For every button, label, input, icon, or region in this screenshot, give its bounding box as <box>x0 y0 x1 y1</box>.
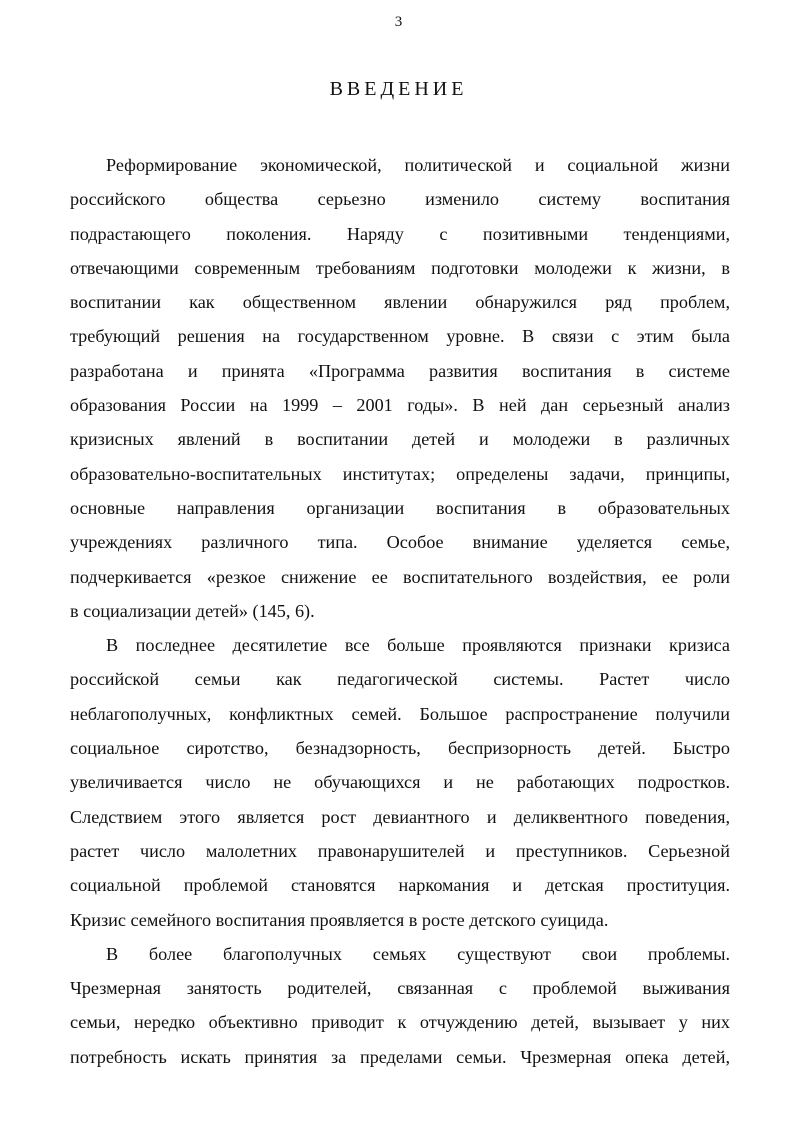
text-line: российской семьи как педагогической системы. Растет число <box>70 669 730 690</box>
text-line: растет число малолетних правонарушителей и преступников. Серьезной <box>70 840 730 861</box>
text-line: увеличивается число не обучающихся и не работающих подростков. <box>70 772 730 793</box>
text-line: семьи, нередко объективно приводит к отчуждению детей, вызывает у них <box>70 1012 730 1033</box>
page-number: 3 <box>394 14 403 30</box>
text-line: отвечающими современным требованиям подготовки молодежи к жизни, в <box>70 257 730 278</box>
text-line: неблагополучных, конфликтных семей. Большое распространение получили <box>70 703 730 724</box>
text-line: Следствием этого является рост девиантного и деликвентного поведения, <box>70 806 730 827</box>
paragraph-1 <box>70 148 730 628</box>
text-line: кризисных явлений в воспитании детей и молодежи в различных <box>70 429 730 450</box>
section-title: ВВЕДЕНИЕ <box>329 78 468 100</box>
text-line: В последнее десятилетие все больше проявляются признаки кризиса <box>106 635 730 656</box>
text-line: В более благополучных семьях существуют свои проблемы. <box>106 943 730 964</box>
text-line: Кризис семейного воспитания проявляется в росте детского суицида. <box>70 909 609 930</box>
text-line: подчеркивается «резкое снижение ее воспитательного воздействия, ее роли <box>70 566 730 587</box>
text-line: образовательно-воспитательных институтах; определены задачи, принципы, <box>70 463 730 484</box>
text-line: социальное сиротство, безнадзорность, беспризорность детей. Быстро <box>70 738 730 759</box>
paragraph-2 <box>70 628 730 937</box>
text-line: подрастающего поколения. Наряду с позитивными тенденциями, <box>70 223 730 244</box>
text-line: учреждениях различного типа. Особое внимание уделяется семье, <box>70 532 730 553</box>
text-line: образования России на 1999 – 2001 годы». В ней дан серьезный анализ <box>70 395 730 416</box>
text-line: в социализации детей» (145, 6). <box>70 600 315 621</box>
text-line: Чрезмерная занятость родителей, связанная с проблемой выживания <box>70 978 730 999</box>
text-line: Реформирование экономической, политической и социальной жизни <box>106 155 730 175</box>
text-line: основные направления организации воспитания в образовательных <box>70 497 730 518</box>
text-line: российского общества серьезно изменило систему воспитания <box>70 189 730 210</box>
paragraph-3 <box>70 937 730 1074</box>
body-text <box>70 148 730 1074</box>
text-line: воспитании как общественном явлении обнаружился ряд проблем, <box>70 292 730 313</box>
text-line: разработана и принята «Программа развития воспитания в системе <box>70 360 730 381</box>
text-line: потребность искать принятия за пределами семьи. Чрезмерная опека детей, <box>70 1046 730 1067</box>
text-line: социальной проблемой становятся наркомания и детская проституция. <box>70 875 730 896</box>
text-line: требующий решения на государственном уровне. В связи с этим была <box>70 326 730 347</box>
